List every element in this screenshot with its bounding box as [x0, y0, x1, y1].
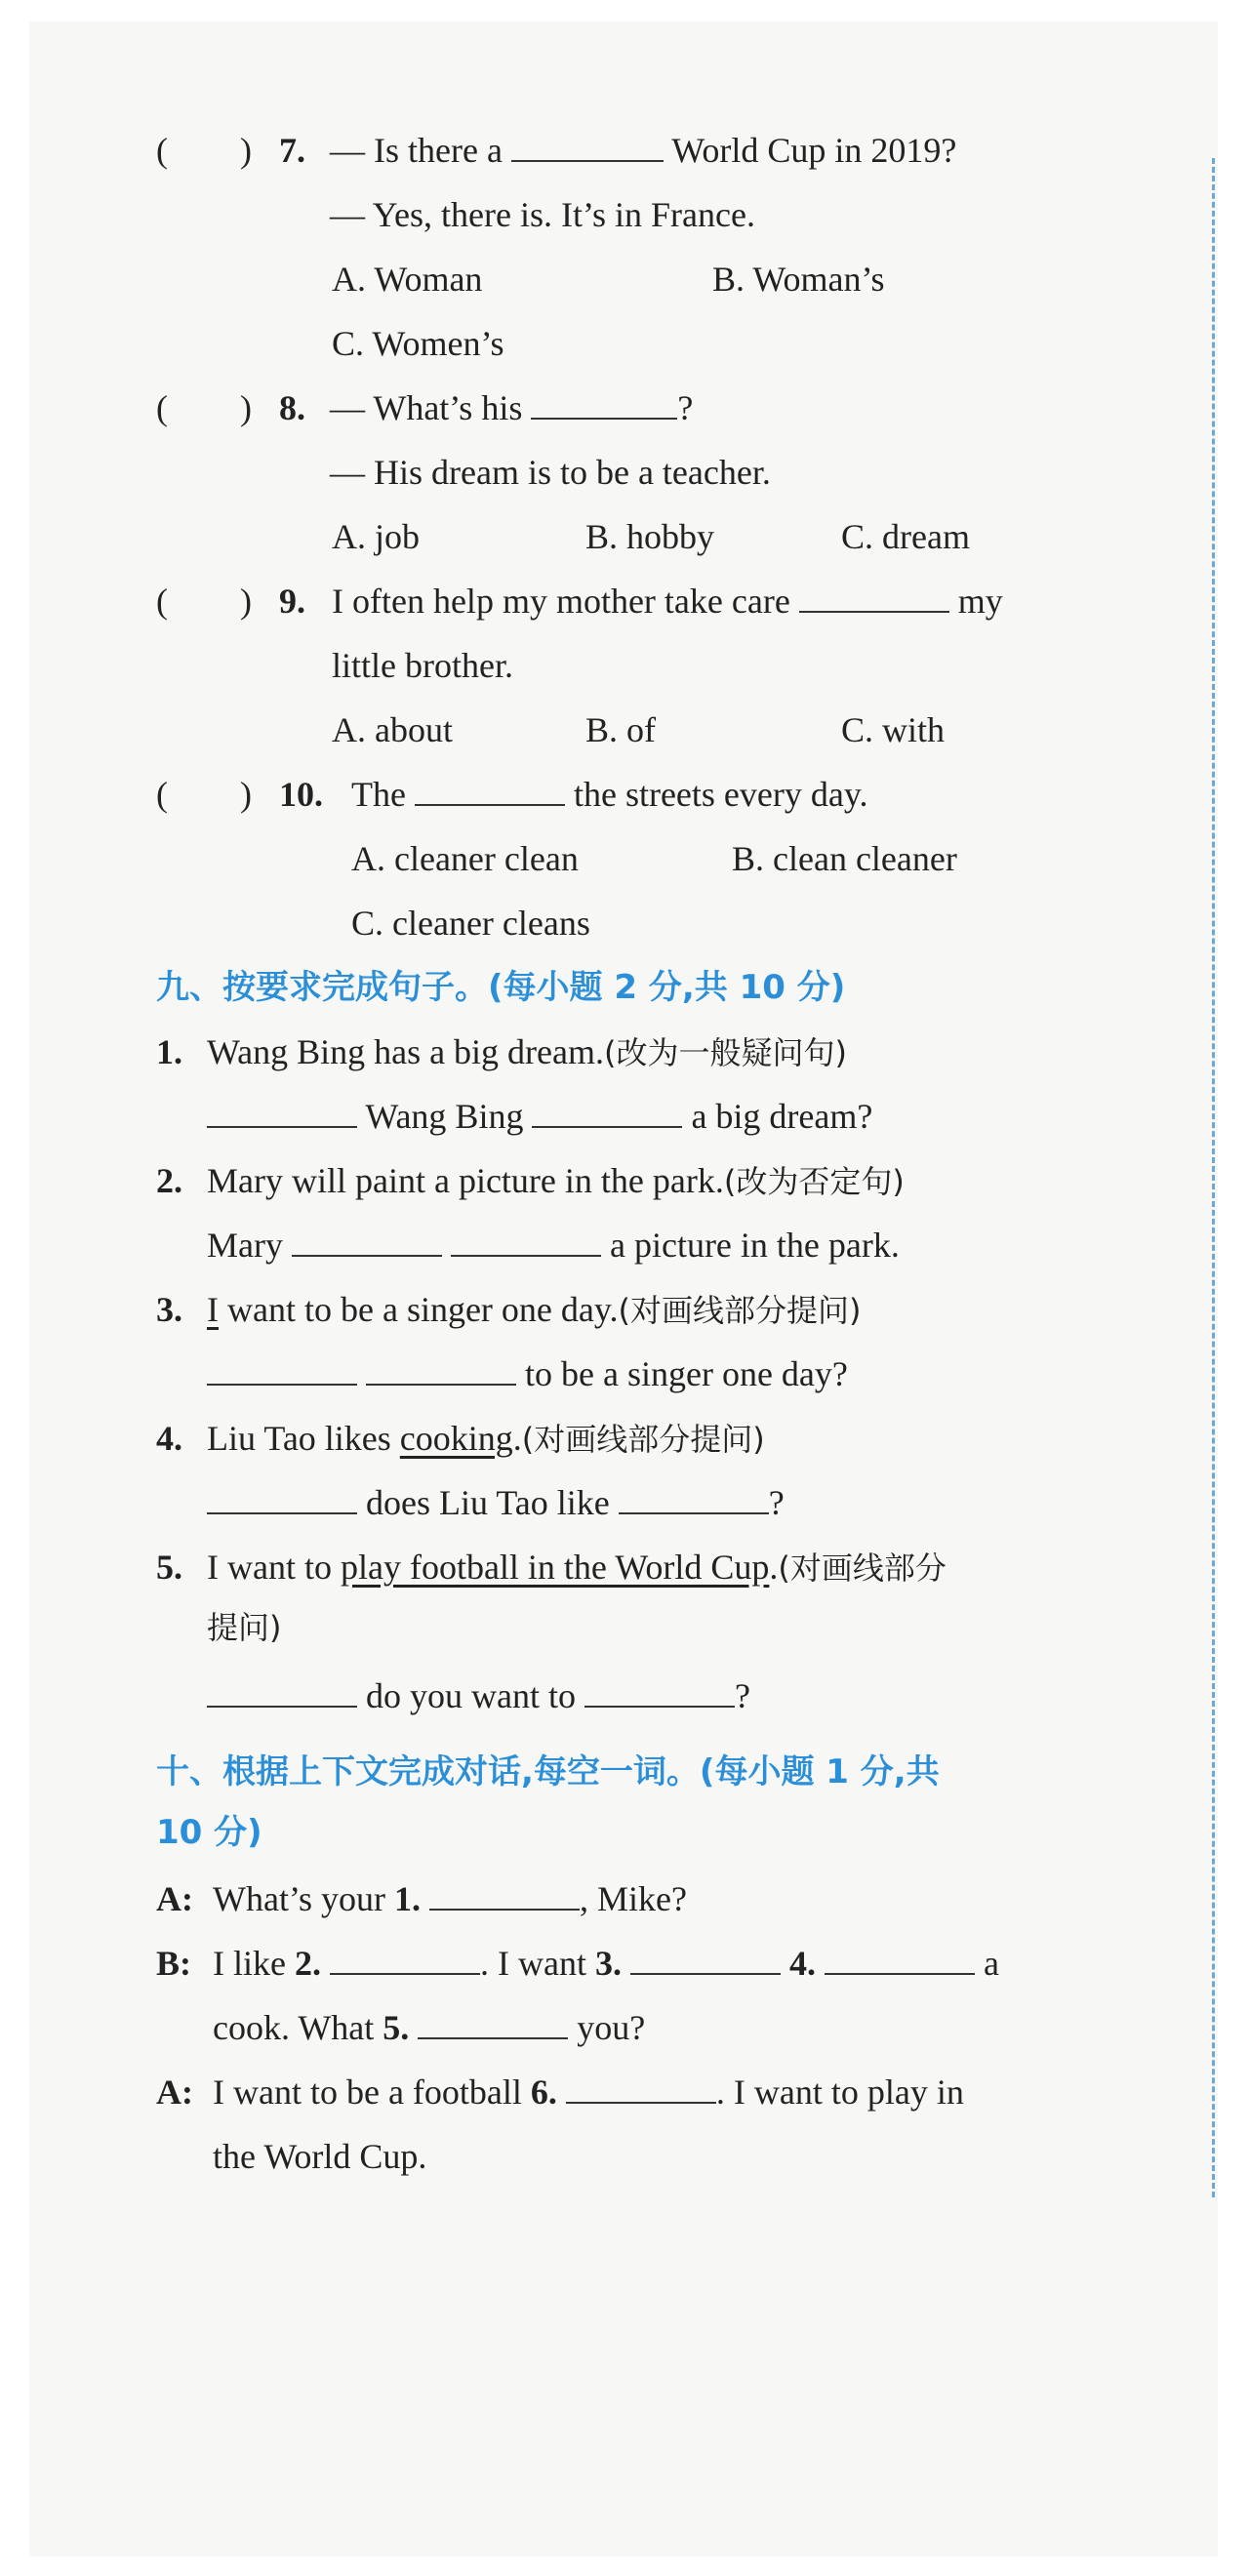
blank-s9-2a[interactable] — [292, 1226, 442, 1257]
speaker-a-1: A: — [156, 1879, 193, 1918]
s9-item-5-text-continued: 提问) — [207, 1609, 282, 1646]
blank-9[interactable] — [799, 582, 949, 613]
answer-bracket-8[interactable] — [156, 386, 252, 429]
s9-item-5-text: I want to play football in the World Cup.(对画线部分 — [207, 1548, 947, 1587]
dialogue-line-2: I like 2. . I want 3. 4. a — [213, 1944, 999, 1983]
blank-7[interactable] — [511, 131, 664, 162]
question-9-text: I often help my mother take care my — [332, 582, 1003, 621]
s9-item-3-answer: to be a singer one day? — [207, 1352, 848, 1395]
s9-item-2-answer: Mary a picture in the park. — [207, 1226, 900, 1265]
blank-d6[interactable] — [566, 2073, 716, 2104]
blank-d5[interactable] — [418, 2008, 568, 2039]
s9-item-4-answer: does Liu Tao like ? — [207, 1481, 785, 1524]
answer-bracket-9[interactable] — [156, 580, 252, 623]
dialogue-line-3: I want to be a football 6. . I want to play in — [213, 2073, 964, 2112]
blank-10[interactable] — [415, 775, 565, 806]
option-7b: B. Woman’s — [712, 260, 885, 299]
option-9a: A. about — [332, 710, 453, 749]
paren-close: ) — [240, 775, 252, 814]
answer-bracket-7[interactable] — [156, 129, 252, 172]
option-8a: A. job — [332, 517, 420, 556]
dialogue-line-1: What’s your 1. , Mike? — [213, 1879, 687, 1918]
paren-close: ) — [240, 131, 252, 170]
option-9c: C. with — [841, 710, 946, 749]
blank-d1[interactable] — [429, 1879, 580, 1911]
underlined-part: cooking — [399, 1419, 513, 1458]
question-8-reply: — His dream is to be a teacher. — [330, 453, 771, 492]
question-number-10: 10. — [279, 775, 323, 814]
s9-item-2-number: 2. — [156, 1161, 182, 1200]
question-8-text: — What’s his ? — [330, 388, 694, 427]
blank-s9-3b[interactable] — [366, 1354, 516, 1386]
underlined-part: I — [207, 1290, 219, 1329]
blank-s9-5a[interactable] — [207, 1676, 357, 1708]
underlined-part: play football in the World Cup — [340, 1548, 770, 1587]
question-7-text: — Is there a World Cup in 2019? — [330, 131, 957, 170]
blank-d3[interactable] — [630, 1944, 781, 1975]
blank-s9-5b[interactable] — [584, 1676, 735, 1708]
option-7c: C. Women’s — [332, 324, 504, 363]
s9-item-5-answer: do you want to ? — [207, 1674, 750, 1717]
s9-item-2-text: Mary will paint a picture in the park.(改为否定句) — [207, 1161, 905, 1200]
question-number-9: 9. — [279, 582, 305, 621]
paren-close: ) — [240, 582, 252, 621]
blank-s9-4b[interactable] — [619, 1483, 769, 1514]
blank-d2[interactable] — [330, 1944, 480, 1975]
speaker-a-2: A: — [156, 2073, 193, 2112]
option-8c: C. dream — [841, 517, 970, 556]
s9-item-5-number: 5. — [156, 1548, 182, 1587]
option-10a: A. cleaner clean — [351, 839, 579, 878]
blank-d4[interactable] — [825, 1944, 975, 1975]
section-10-heading: 十、根据上下文完成对话,每空一词。(每小题 1 分,共 — [156, 1752, 940, 1791]
question-9-continued: little brother. — [332, 646, 513, 685]
s9-item-1-text: Wang Bing has a big dream.(改为一般疑问句) — [207, 1032, 847, 1071]
paren-open: ( — [156, 388, 168, 427]
paren-open: ( — [156, 775, 168, 814]
question-7-reply: — Yes, there is. It’s in France. — [330, 195, 755, 234]
section-9-heading: 九、按要求完成句子。(每小题 2 分,共 10 分) — [156, 968, 846, 1007]
question-10-text: The the streets every day. — [351, 775, 868, 814]
blank-s9-1a[interactable] — [207, 1097, 357, 1128]
s9-item-1-number: 1. — [156, 1032, 182, 1071]
dialogue-line-3-continued: the World Cup. — [213, 2137, 427, 2176]
answer-bracket-10[interactable] — [156, 773, 252, 816]
option-7a: A. Woman — [332, 260, 483, 299]
blank-s9-3a[interactable] — [207, 1354, 357, 1386]
question-number-8: 8. — [279, 388, 305, 427]
dialogue-line-2-continued: cook. What 5. you? — [213, 2008, 646, 2047]
blank-s9-2b[interactable] — [451, 1226, 601, 1257]
s9-item-1-answer: Wang Bing a big dream? — [207, 1095, 872, 1138]
blank-8[interactable] — [531, 388, 677, 420]
blank-s9-1b[interactable] — [532, 1097, 682, 1128]
speaker-b-1: B: — [156, 1944, 191, 1983]
s9-item-4-number: 4. — [156, 1419, 182, 1458]
s9-item-4-text: Liu Tao likes cooking.(对画线部分提问) — [207, 1419, 765, 1458]
section-10-heading-continued: 10 分) — [156, 1813, 262, 1852]
s9-item-3-text: I want to be a singer one day.(对画线部分提问) — [207, 1290, 862, 1329]
paren-open: ( — [156, 582, 168, 621]
question-number-7: 7. — [279, 131, 305, 170]
blank-s9-4a[interactable] — [207, 1483, 357, 1514]
option-10b: B. clean cleaner — [732, 839, 957, 878]
paren-close: ) — [240, 388, 252, 427]
paren-open: ( — [156, 131, 168, 170]
option-8b: B. hobby — [585, 517, 715, 556]
option-10c: C. cleaner cleans — [351, 904, 590, 943]
option-9b: B. of — [585, 710, 656, 749]
dashed-margin-line — [1212, 158, 1215, 2197]
s9-item-3-number: 3. — [156, 1290, 182, 1329]
